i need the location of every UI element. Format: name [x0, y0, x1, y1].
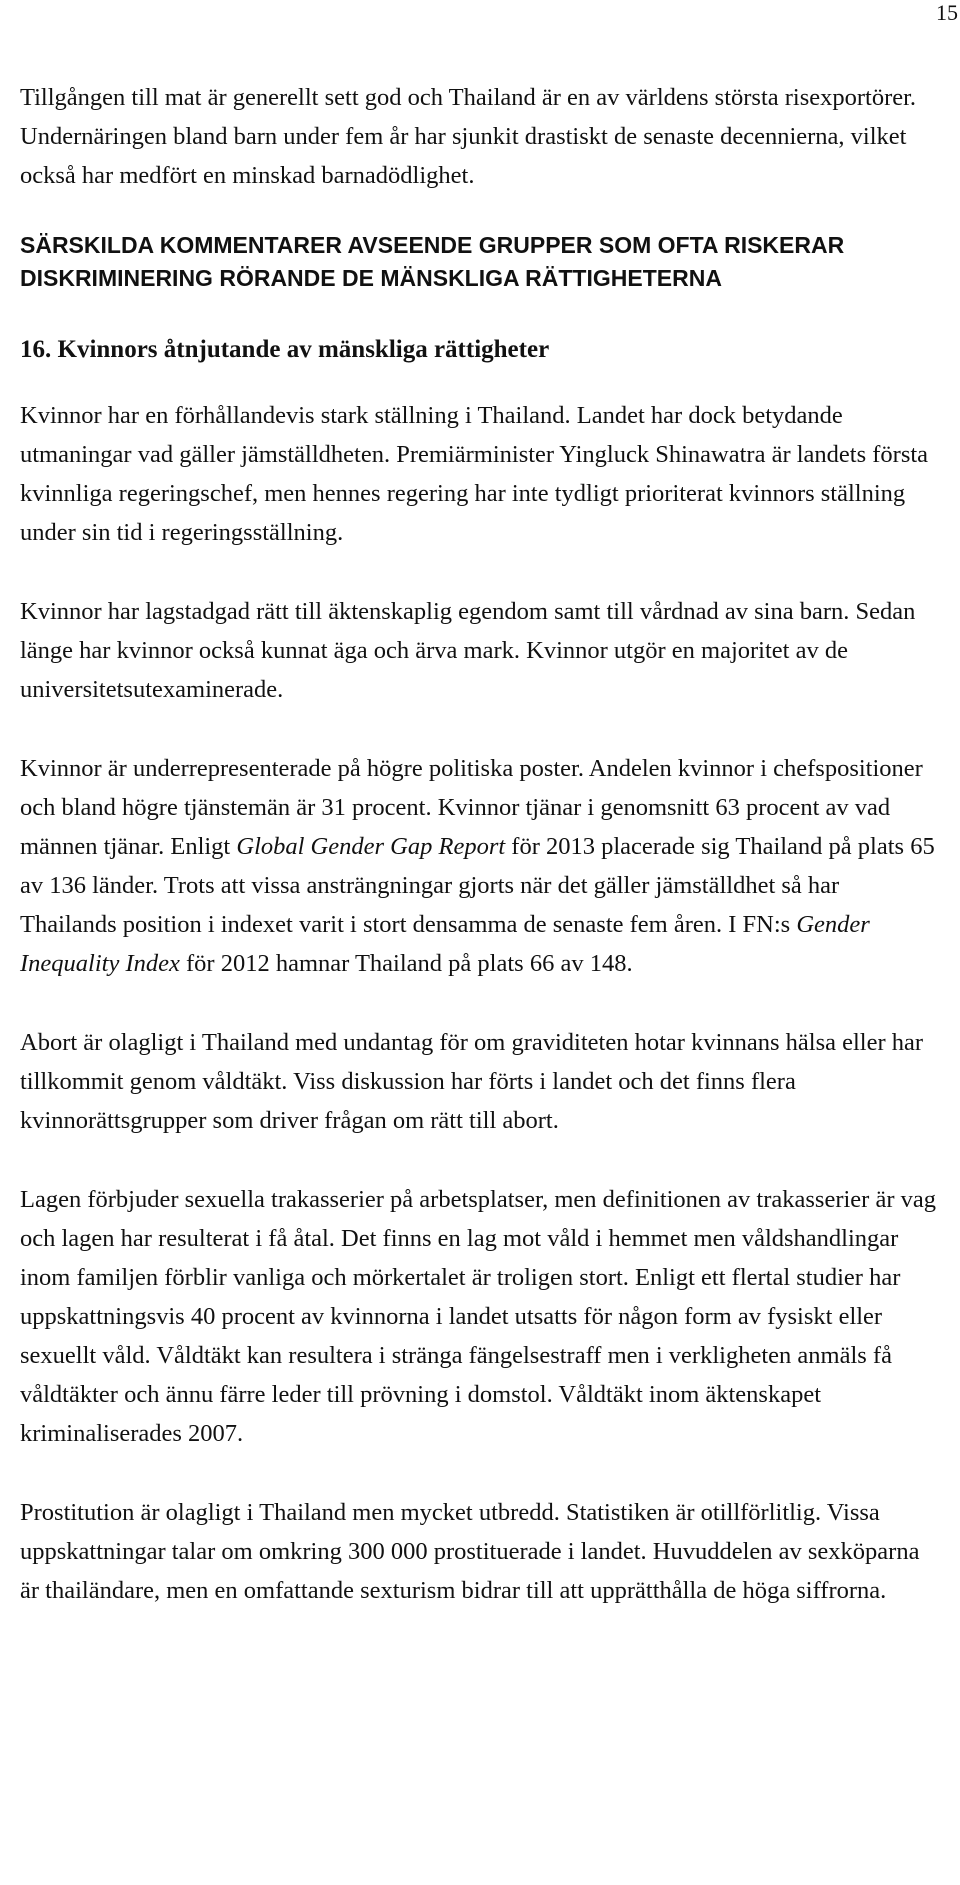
paragraph-representation [20, 749, 940, 983]
subsection-heading: 16. Kvinnors åtnjutande av mänskliga rättigheter [20, 336, 550, 363]
paragraph-women-position: Kvinnor har en förhållandevis stark ställning i Thailand. Landet har dock betydande utmaningar vad gäller jämställdheten. Premiärminister Yingluck Shinawatra är landets första kvinnliga regeringschef, men hennes regering har inte tydligt prioriterat kvinnors ställning under sin tid i regeringsställning. [20, 402, 929, 546]
paragraph-representation-part2: för 2013 placerade sig Thailand på plats 65 av 136 länder. Trots att vissa ansträngningar gjorts när det gäller jämställdhet så har Thailands position i indexet varit i stort densamma de senaste fem åren. I FN:s [20, 833, 935, 938]
global-gender-gap-report-title: Global Gender Gap Report [236, 833, 506, 860]
paragraph-harassment-violence: Lagen förbjuder sexuella trakasserier på arbetsplatser, men definitionen av trakasserier är vag och lagen har resulterat i få åtal. Det finns en lag mot våld i hemmet men våldshandlingar inom familjen förblir vanliga och mörkertalet är troligen stort. Enligt ett flertal studier har uppskattningsvis 40 procent av kvinnorna i landet utsatts för någon form av fysiskt eller sexuellt våld. Våldtäkt kan resultera i stränga fängelsestraff men i verkligheten anmäls få våldtäkter och ännu färre leder till prövning i domstol. Våldtäkt inom äktenskapet kriminaliserades 2007. [20, 1186, 936, 1447]
paragraph-property-rights: Kvinnor har lagstadgad rätt till äktenskaplig egendom samt till vårdnad av sina barn. Sedan länge har kvinnor också kunnat äga och ärva mark. Kvinnor utgör en majoritet av de universitetsutexaminerade. [20, 598, 916, 703]
gender-inequality-index-title: Gender Inequality Index [20, 911, 870, 977]
paragraph-abortion: Abort är olagligt i Thailand med undantag för om graviditeten hotar kvinnans hälsa eller har tillkommit genom våldtäkt. Viss diskussion har förts i landet och det finns flera kvinnorättsgrupper som driver frågan om rätt till abort. [20, 1029, 924, 1134]
paragraph-representation-part3: för 2012 hamnar Thailand på plats 66 av 148. [179, 950, 633, 977]
paragraph-prostitution: Prostitution är olagligt i Thailand men mycket utbredd. Statistiken är otillförlitlig. Vissa uppskattningar talar om omkring 300 000 prostituerade i landet. Huvuddelen av sexköparna är thailändare, men en omfattande sexturism bidrar till att upprätthålla de höga siffrorna. [20, 1499, 920, 1604]
intro-paragraph: Tillgången till mat är generellt sett god och Thailand är en av världens största risexportörer. Undernäringen bland barn under fem år har sjunkit drastiskt de senaste decennierna, vilket också har medfört en minskad barnadödlighet. [20, 84, 917, 189]
page-number: 15 [936, 0, 958, 25]
paragraph-representation-part1: Kvinnor är underrepresenterade på högre politiska poster. Andelen kvinnor i chefspositioner och bland högre tjänstemän är 31 procent. Kvinnor tjänar i genomsnitt 63 procent av vad männen tjänar. Enligt [20, 755, 923, 860]
section-heading: SÄRSKILDA KOMMENTARER AVSEENDE GRUPPER SOM OFTA RISKERAR DISKRIMINERING RÖRANDE DE MÄNSKLIGA RÄTTIGHETERNA [20, 232, 845, 291]
document-body [20, 78, 940, 1610]
